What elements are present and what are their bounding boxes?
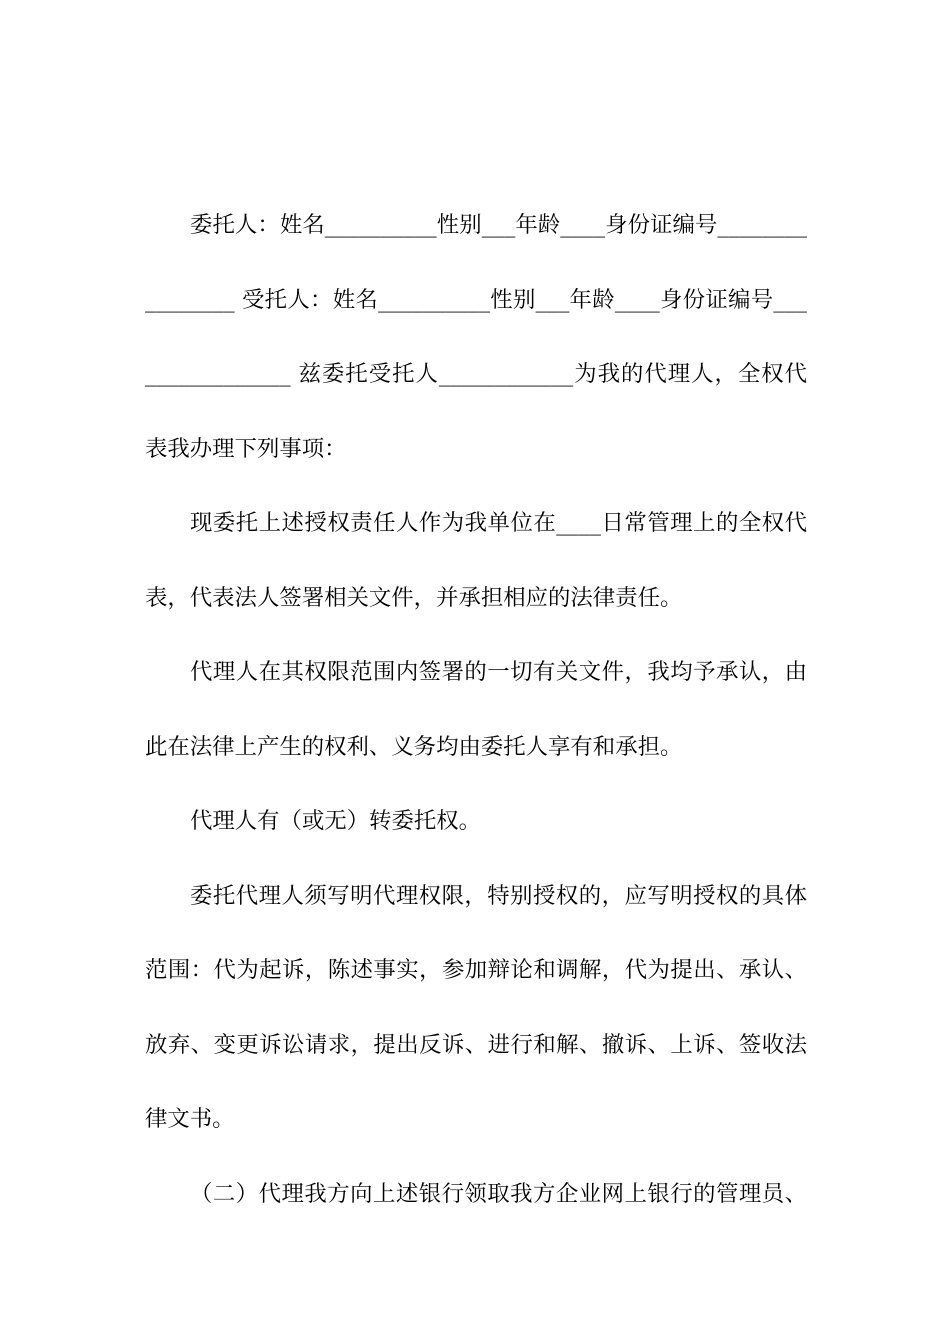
- text-line-principal-info: 委托人：姓名__________性别___年龄____身份证编号________: [190, 212, 807, 238]
- text-line-acknowledgement-2: 此在法律上产生的权利、义务均由委托人享有和承担。: [145, 733, 683, 760]
- text-line-appointment: _____________ 兹委托受托人____________为我的代理人，全权代: [145, 361, 807, 387]
- text-line-agent-info: ________ 受托人：姓名__________性别___年龄____身份证编号___: [145, 286, 807, 313]
- text-line-authorization-2: 表，代表法人签署相关文件，并承担相应的法律责任。: [145, 584, 683, 611]
- text-line-acknowledgement-1: 代理人在其权限范围内签署的一切有关文件，我均予承认，由: [190, 659, 807, 685]
- text-line-scope-1: 委托代理人须写明代理权限，特别授权的，应写明授权的具体: [190, 882, 807, 909]
- text-line-authorization-1: 现委托上述授权责任人作为我单位在____日常管理上的全权代: [190, 510, 807, 536]
- text-line-scope-3: 放弃、变更诉讼请求，提出反诉、进行和解、撤诉、上诉、签收法: [145, 1031, 807, 1058]
- text-line-subdelegation: 代理人有（或无）转委托权。: [190, 808, 482, 834]
- text-line-scope-2: 范围：代为起诉，陈述事实，参加辩论和调解，代为提出、承认、: [145, 957, 807, 983]
- text-line-matters-intro: 表我办理下列事项：: [145, 435, 347, 462]
- text-line-scope-4: 律文书。: [145, 1106, 235, 1132]
- text-line-bank-item: （二）代理我方向上述银行领取我方企业网上银行的管理员、: [190, 1180, 807, 1207]
- document-body: [145, 200, 807, 1243]
